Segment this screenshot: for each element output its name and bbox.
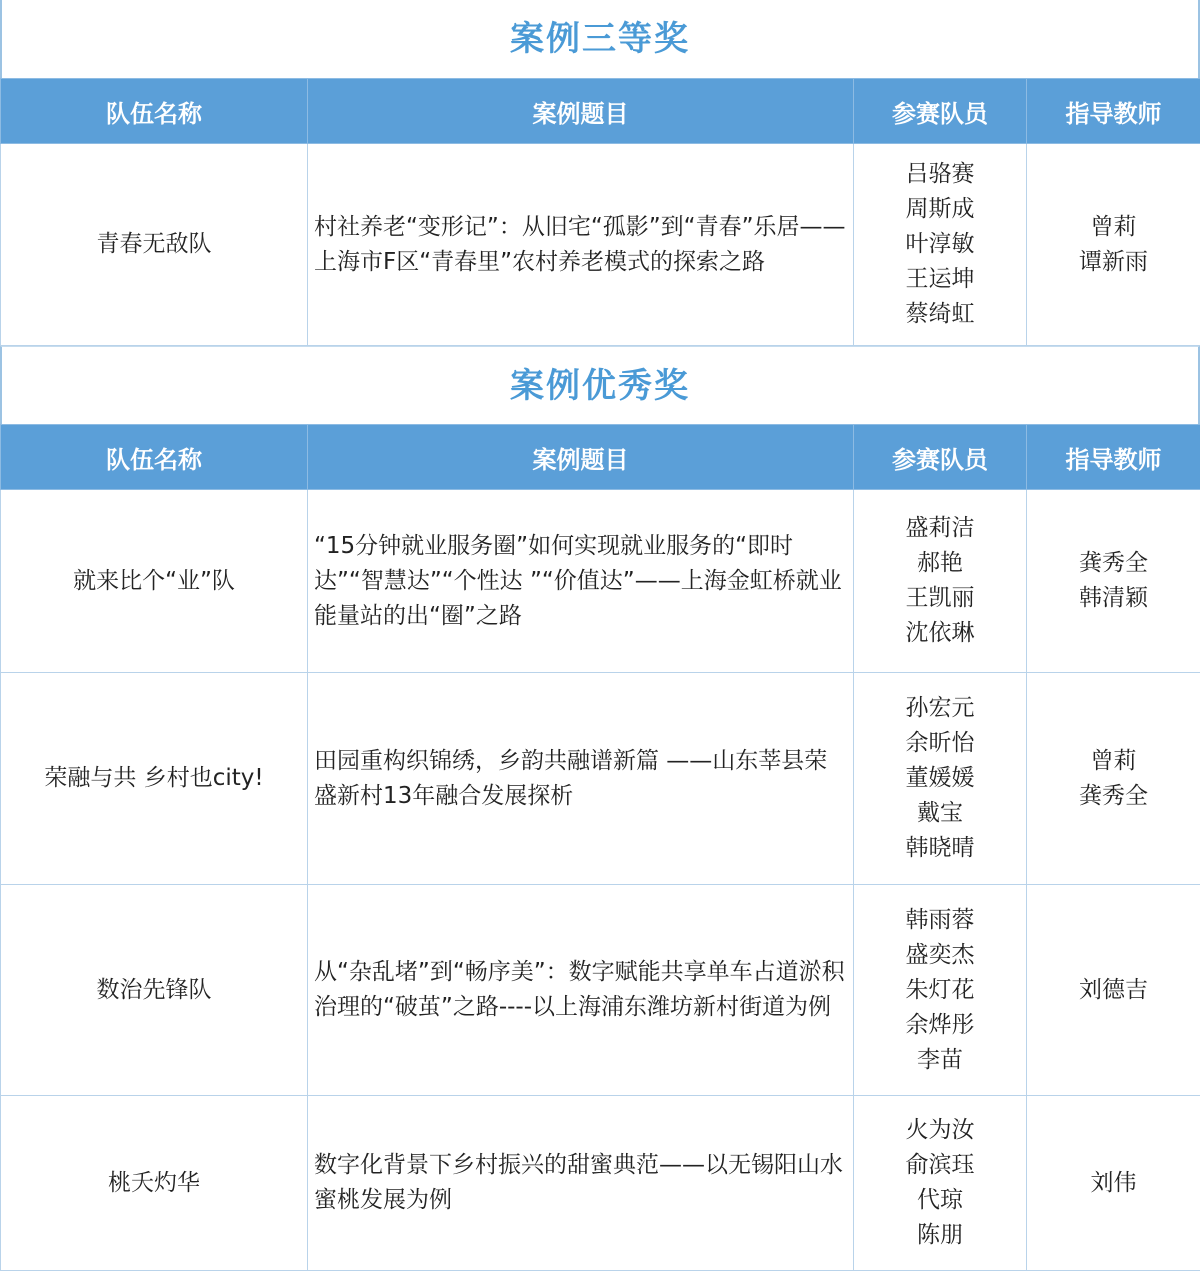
- team-name: 就来比个“业”队: [1, 490, 308, 673]
- case-topic: 数字化背景下乡村振兴的甜蜜典范——以无锡阳山水蜜桃发展为例: [308, 1096, 854, 1271]
- header-teachers: 指导教师: [1027, 425, 1200, 490]
- case-topic: 田园重构织锦绣，乡韵共融谱新篇 ——山东莘县荣盛新村13年融合发展探析: [308, 673, 854, 885]
- third-prize-table: [0, 78, 1200, 346]
- member-name: 朱灯花: [905, 976, 975, 1003]
- header-teachers: 指导教师: [1027, 79, 1200, 144]
- table-header-row: [1, 425, 1200, 490]
- teacher-name: 韩清颖: [1079, 585, 1148, 611]
- teachers-cell: [1027, 673, 1200, 885]
- header-members: 参赛队员: [854, 425, 1027, 490]
- header-team-name: 队伍名称: [1, 425, 308, 490]
- teacher-name: 曾莉: [1090, 213, 1137, 240]
- teachers-cell: [1027, 1096, 1200, 1271]
- member-name: 盛莉洁: [905, 515, 975, 541]
- teachers-cell: [1027, 490, 1200, 673]
- teachers-cell: [1027, 144, 1200, 346]
- member-name: 叶淳敏: [905, 231, 975, 257]
- member-name: 吕骆赛: [905, 161, 975, 187]
- member-name: 余烨彤: [905, 1011, 975, 1038]
- members-cell: [854, 885, 1027, 1096]
- member-name: 韩晓晴: [905, 835, 975, 861]
- member-name: 余昕怡: [905, 730, 975, 756]
- team-name: 青春无敌队: [1, 144, 308, 346]
- table-row: [1, 885, 1200, 1096]
- member-name: 李苗: [917, 1046, 963, 1073]
- table-row: [1, 490, 1200, 673]
- teacher-name: 刘伟: [1090, 1169, 1137, 1196]
- table-row: [1, 144, 1200, 346]
- header-team-name: 队伍名称: [1, 79, 308, 144]
- member-name: 王凯丽: [905, 585, 975, 611]
- member-name: 郝艳: [917, 550, 963, 576]
- member-name: 周斯成: [905, 196, 975, 222]
- member-name: 火为汝: [905, 1117, 975, 1143]
- section-title-third-prize: 案例三等奖: [0, 0, 1200, 78]
- member-name: 韩雨蓉: [905, 906, 975, 933]
- member-name: 代琼: [917, 1187, 963, 1213]
- teacher-name: 龚秀全: [1079, 782, 1148, 809]
- case-topic: “15分钟就业服务圈”如何实现就业服务的“即时达”“智慧达”“个性达 ”“价值达”——上海金虹桥就业能量站的出“圈”之路: [308, 490, 854, 673]
- member-name: 戴宝: [917, 800, 963, 826]
- teachers-cell: [1027, 885, 1200, 1096]
- member-name: 俞滨珏: [905, 1152, 975, 1178]
- team-name: 数治先锋队: [1, 885, 308, 1096]
- members-cell: [854, 1096, 1027, 1271]
- section-title-excellence-prize: 案例优秀奖: [0, 346, 1200, 424]
- member-name: 盛奕杰: [905, 941, 975, 968]
- table-row: [1, 1096, 1200, 1271]
- member-name: 蔡绮虹: [905, 301, 975, 327]
- header-members: 参赛队员: [854, 79, 1027, 144]
- table-row: [1, 673, 1200, 885]
- member-name: 王运坤: [905, 266, 975, 292]
- teacher-name: 刘德吉: [1079, 976, 1148, 1003]
- team-name: 桃夭灼华: [1, 1096, 308, 1271]
- case-topic: 从“杂乱堵”到“畅序美”：数字赋能共享单车占道淤积治理的“破茧”之路----以上海浦东潍坊新村街道为例: [308, 885, 854, 1096]
- table-header-row: [1, 79, 1200, 144]
- case-topic: 村社养老“变形记”：从旧宅“孤影”到“青春”乐居——上海市F区“青春里”农村养老模式的探索之路: [308, 144, 854, 346]
- excellence-prize-table: [0, 424, 1200, 1271]
- members-cell: [854, 144, 1027, 346]
- team-name: 荣融与共 乡村也city!: [1, 673, 308, 885]
- member-name: 孙宏元: [905, 695, 975, 721]
- header-case-topic: 案例题目: [308, 79, 854, 144]
- member-name: 陈朋: [917, 1222, 963, 1248]
- members-cell: [854, 490, 1027, 673]
- members-cell: [854, 673, 1027, 885]
- member-name: 董媛媛: [905, 765, 975, 791]
- teacher-name: 谭新雨: [1079, 248, 1148, 275]
- header-case-topic: 案例题目: [308, 425, 854, 490]
- member-name: 沈依琳: [905, 620, 975, 646]
- teacher-name: 龚秀全: [1079, 550, 1148, 576]
- teacher-name: 曾莉: [1090, 747, 1137, 774]
